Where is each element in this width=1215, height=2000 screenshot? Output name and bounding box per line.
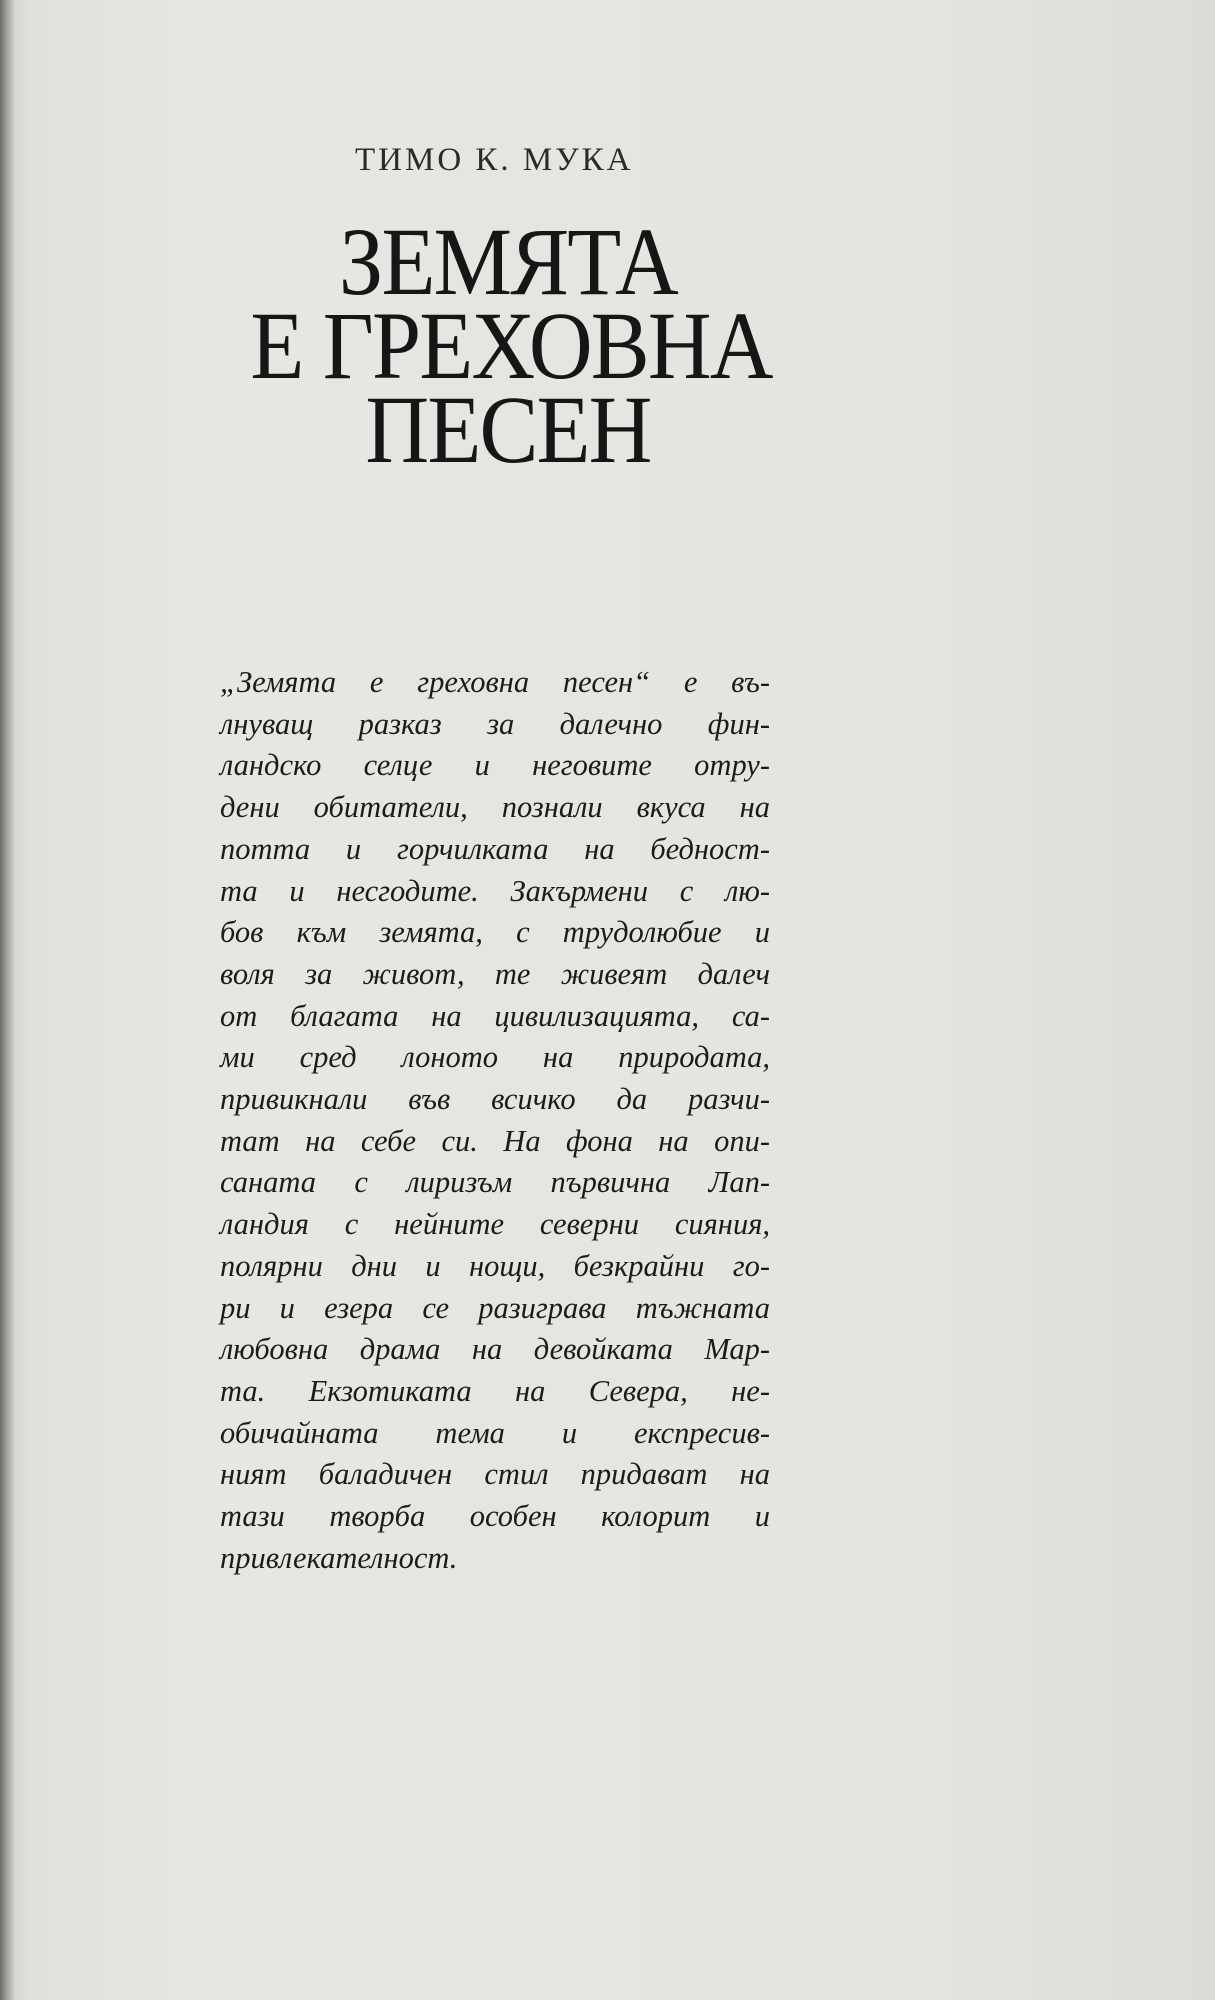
title-line: ЗЕМЯТА [339,208,677,315]
description-line: ми сред лоното на природата, [220,1040,770,1075]
description-line: полярни дни и нощи, безкрайни го- [220,1248,770,1283]
book-title [250,208,772,483]
description-line: тат на себе си. На фона на опи- [220,1123,770,1158]
description-line: привикнали във всичко да разчи- [220,1082,770,1117]
page-binding-edge [0,0,14,2000]
book-description [220,662,770,1579]
description-line: ландия с нейните северни сияния, [220,1207,770,1242]
title-line: Е ГРЕХОВНА [250,292,772,399]
description-line: тази творба особен колорит и [220,1499,770,1534]
description-line: та и несгодите. Закърмени с лю- [220,873,770,908]
description-line: ри и езера се разиграва тъжната [220,1290,770,1325]
description-line: дени обитатели, познали вкуса на [220,790,770,825]
description-line: бов към земята, с трудолюбие и [220,915,770,950]
description-line: воля за живот, те живеят далеч [220,956,770,991]
description-line: ният баладичен стил придават на [220,1457,770,1492]
description-line: любовна драма на девойката Мар- [220,1332,770,1367]
description-line: лнуващ разказ за далечно фин- [220,706,770,741]
description-line: от благата на цивилизацията, са- [220,998,770,1033]
title-line: ПЕСЕН [365,376,651,483]
description-line: та. Екзотиката на Севера, не- [220,1373,770,1408]
description-line: привлекателност. [220,1540,458,1575]
description-line: обичайната тема и експресив- [220,1415,770,1450]
description-line: саната с лиризъм първична Лап- [220,1165,770,1200]
description-line: потта и горчилката на бедност- [220,831,770,866]
description-line: ландско селце и неговите отру- [220,748,770,783]
description-line: „Земята е греховна песен“ е въ- [220,665,770,699]
author-name: ТИМО К. МУКА [355,142,634,178]
